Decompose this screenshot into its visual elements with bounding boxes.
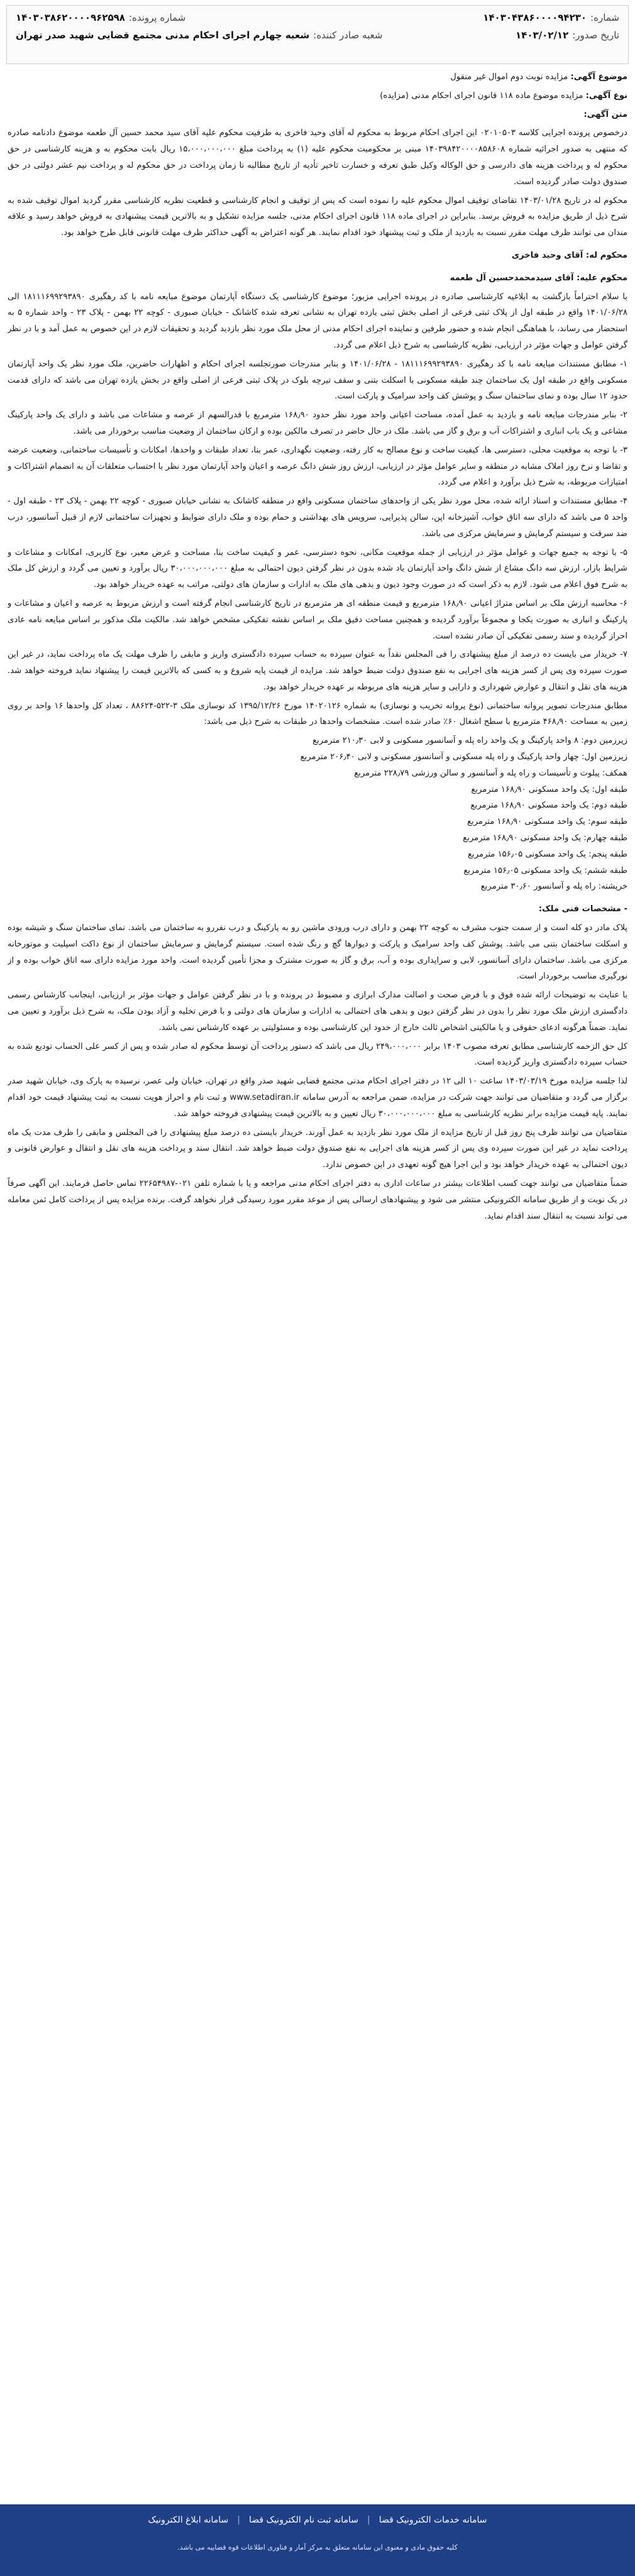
spec-line: طبقه پنجم: یک واحد مسکونی ۱۵۶٫۰۵ مترمربع <box>468 849 627 859</box>
issue-date-cell <box>516 30 619 41</box>
footer-link-registration[interactable]: سامانه ثبت نام الکترونیک قضا <box>249 2515 359 2525</box>
body-paragraph: ۲- بنابر مندرجات مبایعه نامه و بازدید به عمل آمده، مساحت اعیانی واحد مورد نظر حدود ۱۶۸٫۹۰ مترمربع با قدرالسهم از عرصه و مشاعات می باشد و دارای یک واحد پارکینگ مشاعی و یک باب انباری و اشتراکات آب و برق و گاز می باشد. ملک در حال حاضر در تصرف مالکین بوده و ارکان ساختمان از وضعیت مناسب برخوردار می باشد. <box>8 410 627 436</box>
notice-number-value: ۱۴۰۳۰۴۳۸۶۰۰۰۰۹۴۲۳۰ <box>483 12 587 23</box>
body-paragraph: ۴- مطابق مستندات و اسناد ارائه شده، محل مورد نظر یکی از واحدهای ساختمان مسکونی واقع در منطقه کاشانک به نشانی خیابان صبوری - کوچه ۲۲ بهمن - پلاک ۲۳ - طبقه اول - واحد ۵ می باشد که دارای سه اتاق خواب، آشپزخانه اپن، سالن پذیرایی، سرویس های بهداشتی و حمام بوده و ملک دارای ضوابط و تجهیزات ساختمانی لازم از قبیل آسانسور، درب ضد سرقت و سیستم گرمایش و سرمایش مرکزی می باشد. <box>8 496 627 539</box>
spec-line: طبقه سوم: یک واحد مسکونی ۱۶۸٫۹۰ مترمربع <box>467 817 627 827</box>
issuer-value: شعبه چهارم اجرای احکام مدنی مجتمع قضایی شهید صدر تهران <box>16 30 310 41</box>
spec-line: طبقه اول: یک واحد مسکونی ۱۶۸٫۹۰ مترمربع <box>471 784 627 794</box>
issuer-label: شعبه صادر کننده: <box>313 30 383 41</box>
features-text: پلاک مادر دو کله است و از سمت جنوب مشرف به کوچه ۲۲ بهمن و دارای درب ورودی ماشین رو به پارکینگ و درب نفررو به ساختمان می باشد. نمای ساختمان سنگ و شیشه بوده و اسکلت ساختمان بتنی می باشد. پوشش کف واحد سرامیک و پارکت و دیوارها گچ و رنگ شده است. سیستم گرمایش و سرمایش ساختمان از نوع داکت اسپلیت و موتورخانه مرکزی می باشد. ساختمان دارای آسانسور، لابی و سرایداری بوده و آب، برق و گاز به صورت مشترک و مجزا تأمین گردیده است. واحد مورد مزایده دارای سه اتاق خواب بوده و از نورگیری مناسب برخوردار است. <box>8 923 627 982</box>
conclusion-paragraph: ضمناً متقاضیان می توانند جهت کسب اطلاعات بیشتر در ساعات اداری به دفتر اجرای احکام مدنی مراجعه و یا با شماره تلفن ۰۲۱-۲۲۶۵۴۹۸۷ تماس حاصل فرمایند. این آگهی صرفاً در یک نوبت و از طریق سامانه الکترونیکی منتشر می شود و پیشنهادهای ارسالی پس از موعد مقرر مورد رسیدگی قرار نخواهد گرفت. برنده مزایده پس از پرداخت کامل ثمن معامله می تواند نسبت به انتقال سند اقدام نماید. <box>8 1179 627 1221</box>
conclusion-paragraph: متقاضیان می توانند ظرف پنج روز قبل از تاریخ مزایده از ملک مورد نظر بازدید به عمل آورند. خریدار بایستی ده درصد مبلغ پیشنهادی را فی المجلس و مابقی را ظرف مدت یک ماه پرداخت نماید در غیر این صورت سپرده وی پس از کسر هزینه های اجرایی به نفع صندوق دولت ضبط خواهد شد. انتقال سند و پرداخت هزینه های نقل و انتقال و عوارض قانونی و دیون احتمالی به عهده خریدار خواهد بود و این اجرا هیچ گونه تعهدی در این خصوص ندارد. <box>8 1127 627 1170</box>
subject-line <box>8 69 627 85</box>
file-number-value: ۱۴۰۳۰۳۸۶۲۰۰۰۰۹۶۲۵۹۸ <box>16 12 125 23</box>
issue-date-value: ۱۴۰۳/۰۲/۱۲ <box>516 30 569 41</box>
footer-links <box>0 2504 635 2536</box>
conclusion-paragraph: کل حق الزحمه کارشناسی مطابق تعرفه مصوب ۱۴۰۳ برابر ۲۴۹،۰۰۰،۰۰۰ ریال می باشد که دستور پرداخت آن توسط محکوم له صادر شده و پس از کسر علی الحساب تودیع شده به حساب سپرده دادگستری واریز گردیده است. <box>8 1041 627 1068</box>
body-paragraph: ۵- با توجه به جمیع جهات و عوامل مؤثر در ارزیابی از جمله موقعیت مکانی، نحوه دسترسی، عمر و کیفیت ساخت بنا، مساحت و عرض معبر، نوع کاربری، امکانات و مشاعات و شرایط بازار، ارزش سه دانگ مشاع از شش دانگ واحد آپارتمان یاد شده بدون در نظر گرفتن دیون احتمالی به مبلغ ۳۰،۰۰۰،۰۰۰،۰۰۰ ریال برآورد و تعیین می گردد و ارزش کل ملک به شرح فوق اعلام می شود. لازم به ذکر است که در صورت وجود دیون و بدهی های ملک به ادارات و سازمان های دولتی، مراتب به عهده خریدار خواهد بود. <box>8 547 627 590</box>
convicted-value: آقای وحید فاخری <box>511 250 583 260</box>
footer-link-services[interactable]: سامانه خدمات الکترونیک قضا <box>378 2515 487 2525</box>
spec-line: همکف: پیلوت و تأسیسات و راه پله و آسانسور و سالن ورزشی ۲۲۸٫۷۹ مترمربع <box>354 768 627 778</box>
debtor-label: محکوم علیه: <box>577 273 627 283</box>
debtor-value: آقای سیدمحمدحسین آل طعمه <box>450 273 574 283</box>
spec-line: طبقه ششم: یک واحد مسکونی ۱۵۶٫۰۵ مترمربع <box>463 865 627 875</box>
debtor-line <box>8 270 627 287</box>
file-number-label: شماره پرونده: <box>128 12 186 23</box>
notice-number-cell <box>483 12 619 23</box>
conclusion-paragraph: با عنایت به توضیحات ارائه شده فوق و با فرض صحت و اصالت مدارک ابرازی و مضبوط در پرونده و با در نظر گرفتن عوامل و جهات مؤثر بر ارزیابی، اینجانب کارشناس رسمی دادگستری ارزش ملک مورد نظر را بدون در نظر گرفتن دیون و بدهی های احتمالی به ادارات و سازمان های دولتی و با فرض تخلیه و آزاد بودن ملک، به شرح ذیل برآورد و تعیین می نماید. ضمناً هرگونه ادعای حقوقی و یا مالکیتی اشخاص ثالث خارج از حدود این کارشناسی بوده و مسئولیتی بر عهده کارشناس نمی باشد. <box>8 990 627 1033</box>
header-row-2 <box>16 27 619 43</box>
notice-paragraph: درخصوص پرونده اجرایی کلاسه ۰۲۰۱۰۵۰۳ این اجرای احکام مربوط به محکوم له آقای وحید فاخری به طرفیت محکوم علیه آقای سید محمد حسین آل طعمه موضوع دادنامه صادره که منتهی به صدور اجرائیه شماره ۱۴۰۳۹۸۴۲۰۰۰۰۸۵۸۶۰۸ مبنی بر محکومیت محکوم علیه (۱) به پرداخت مبلغ ۱۵،۰۰۰،۰۰۰،۰۰۰ ریال بابت محکوم به و هزینه کارشناسی در حق محکوم له و پرداخت هزینه های دادرسی و حق الوکاله وکیل طبق تعرفه و خسارت تاخیر تأدیه از تاریخ مطالبه تا زمان پرداخت در حق محکوم له و پرداخت نیم عشر دولتی در حق صندوق دولت صادر گردیده است. <box>8 128 627 187</box>
conclusion-paragraph: لذا جلسه مزایده مورخ ۱۴۰۳/۰۳/۱۹ ساعت ۱۰ الی ۱۲ در دفتر اجرای احکام مدنی مجتمع قضایی شهید صدر واقع در تهران، خیابان ولی عصر، نرسیده به پارک وی، خیابان شهید صدر برگزار می گردد و متقاضیان می توانند جهت شرکت در مزایده، ضمن مراجعه به آدرس سامانه www.setadiran.ir و ثبت نام و احراز هویت نسبت به ثبت پیشنهاد قیمت خود اقدام نمایند. پایه قیمت مزایده برابر نظریه کارشناسی به مبلغ ۳۰،۰۰۰،۰۰۰،۰۰۰ ریال تعیین و به بالاترین قیمت پیشنهادی فروخته خواهد شد. <box>8 1077 627 1119</box>
text-label-line <box>8 107 627 123</box>
body-paragraph: ۳- با توجه به موقعیت محلی، دسترسی ها، کیفیت ساخت و نوع مصالح به کار رفته، وضعیت نگهداری، عمر بنا، تعداد طبقات و واحدها، امکانات و تأسیسات ساختمانی، وضعیت عرضه و تقاضا و نرخ روز املاک مشابه در منطقه و سایر عوامل مؤثر در ارزیابی، ارزش روز شش دانگ عرصه و اعیان واحد آپارتمان مورد نظر با احتساب متعلقات آن به انضمام اشتراکات و امتیازات مربوطه، به شرح ذیل برآورد و اعلام می گردد. <box>8 445 627 488</box>
notice-number-label: شماره: <box>590 12 619 23</box>
issue-date-label: تاریخ صدور: <box>572 30 619 41</box>
subject-label: موضوع آگهی: <box>570 72 627 82</box>
spec-line: طبقه دوم: یک واحد مسکونی ۱۶۸٫۹۰ مترمربع <box>470 801 627 811</box>
footer-link-notification[interactable]: سامانه ابلاغ الکترونیک <box>148 2515 229 2525</box>
header-row-1 <box>16 9 619 26</box>
body-paragraph: ۶- محاسبه ارزش ملک بر اساس متراژ اعیانی ۱۶۸٫۹۰ مترمربع و قیمت منطقه ای هر مترمربع در تاریخ کارشناسی انجام گرفته است و ارزش مربوط به عرصه و اعیان و مشاعات و پارکینگ و انباری به صورت یکجا و مجموعاً برآورد گردیده و همچنین مساحت دقیق ملک بر اساس نقشه تفکیکی مشخص خواهد شد. مالکیت ملک مذکور بر اساس مبایعه نامه عادی احراز گردیده و سند رسمی تفکیکی آن صادر نشده است. <box>8 598 627 641</box>
features-title: - مشخصات فنی ملک: <box>538 904 627 914</box>
subject-value: مزایده نوبت دوم اموال غیر منقول <box>450 72 568 82</box>
notice-paragraph: محکوم له در تاریخ ۱۴۰۳/۰۱/۲۸ تقاضای توقیف اموال محکوم علیه را نموده است که پس از توقیف و انجام کارشناسی و قطعیت نظریه کارشناسی مقرر گردید اموال توقیف شده به شرح ذیل از طریق مزایده به فروش برسد. بنابراین در اجرای ماده ۱۱۸ قانون اجرای احکام مدنی، جلسه مزایده تشکیل و به بالاترین قیمت پیشنهادی به فروش خواهد رسید و علاقه مندان می توانند ظرف مهلت مقرر نسبت به بازدید از ملک و ثبت پیشنهاد خود اقدام نمایند. هر گونه اعتراض به آگهی حداکثر ظرف مهلت قانونی قابل طرح خواهد بود. <box>8 195 627 238</box>
footer-separator: | <box>367 2515 370 2525</box>
spec-line: خرپشته: راه پله و آسانسور ۳۰٫۶۰ مترمربع <box>480 882 627 892</box>
file-number-cell <box>16 12 185 23</box>
issuer-cell <box>16 30 382 41</box>
body-paragraph: با سلام احتراماً بازگشت به ابلاغیه کارشناسی صادره در پرونده اجرایی مزبور؛ موضوع کارشناسی یک دستگاه آپارتمان موضوع مبایعه نامه با کد رهگیری ۱۸۱۱۱۶۹۹۲۹۳۸۹۰ الی ۱۴۰۱/۰۶/۲۸ واقع در طبقه اول از پلاک ثبتی فرعی از اصلی بخش ثبتی یازده تهران به نشانی تعرفه شده کاشانک - خیابان صبوری - کوچه ۲۲ بهمن - پلاک ۲۳ - واحد شماره ۵ به استحضار می رساند، با هماهنگی انجام شده و حضور طرفین و نماینده اجرای احکام مدنی از محل ملک مورد نظر بازدید گردید و تحقیقات لازم در این خصوص به عمل آمد و با در نظر گرفتن عوامل و جهات مؤثر در ارزیابی، نظریه کارشناسی به شرح ذیل اعلام می گردد. <box>8 292 627 350</box>
text-label: متن آگهی: <box>583 109 627 119</box>
spec-line: زیرزمین اول: چهار واحد پارکینگ و راه پله مسکونی و آسانسور مسکونی و لابی ۲۰۶٫۴۰ مترمربع <box>300 752 627 762</box>
type-line <box>8 88 627 104</box>
type-value: مزایده موضوع ماده ۱۱۸ قانون اجرای احکام مدنی (مزایده) <box>380 90 583 101</box>
spec-line: زیرزمین دوم: ۸ واحد پارکینگ و یک واحد راه پله و آسانسور مسکونی و لابی ۲۱۰٫۳۰ مترمربع <box>312 736 627 746</box>
body-paragraph: ۷- خریدار می بایست ده درصد از مبلغ پیشنهادی را فی المجلس نقداً به عنوان سپرده به حساب سپرده دادگستری واریز و مابقی را ظرف مهلت یک ماه پرداخت نماید، در غیر این صورت سپرده وی پس از کسر هزینه های اجرایی به نفع صندوق دولت ضبط خواهد شد. مزایده از قیمت پایه شروع و به کسی که بالاترین قیمت را پیشنهاد نماید فروخته خواهد شد. هزینه های نقل و انتقال و عوارض شهرداری و دارایی و سایر هزینه های مربوطه بر عهده خریدار خواهد بود. <box>8 650 627 692</box>
notice-body <box>8 69 627 2495</box>
notice-header <box>6 5 629 64</box>
spec-line: طبقه چهارم: یک واحد مسکونی ۱۶۸٫۹۰ مترمربع <box>463 833 627 843</box>
convicted-line <box>8 248 627 264</box>
footer-separator: | <box>237 2515 240 2525</box>
site-footer <box>0 2504 635 2576</box>
body-paragraph: ۱- مطابق مستندات مبایعه نامه با کد رهگیری ۱۸۱۱۱۶۹۹۲۹۳۸۹۰ - ۱۴۰۱/۰۶/۲۸ و بنابر مندرجات صورتجلسه اجرای احکام و اظهارات حاضرین، ملک مورد نظر یک واحد آپارتمان مسکونی واقع در طبقه اول یک ساختمان چند طبقه مسکونی با اسکلت بتنی و سقف تیرچه بلوک در پلاک ثبتی فرعی از اصلی واقع در بخش یازده تهران می باشد که دارای قدمت حدود ۱۲ سال بوده و نمای ساختمان سنگ و پوشش کف واحد سرامیک و پارکت است. <box>8 359 627 402</box>
footer-copyright: کلیه حقوق مادی و معنوی این سامانه متعلق به مرکز آمار و فناوری اطلاعات قوه قضاییه می باشد. <box>177 2543 458 2551</box>
type-label: نوع آگهی: <box>585 90 627 101</box>
spec-title: مطابق مندرجات تصویر پروانه ساختمانی (نوع پروانه تخریب و نوسازی) به شماره ۱۴۰۲۰۱۲۶ مورخ ۱۳۹۵/۱۲/۲۶ کد نوسازی ملک ۳-۵۲۲-۸۸۶۲۴ ، تعداد کل واحدها ۱۶ واحد بر روی زمین به مساحت ۴۶۸٫۹۰ مترمربع با سطح اشغال ۶۰٪ صادر شده است. مشخصات واحدها در طبقات به شرح ذیل می باشد: <box>8 701 627 727</box>
convicted-label: محکوم له: <box>585 250 627 260</box>
